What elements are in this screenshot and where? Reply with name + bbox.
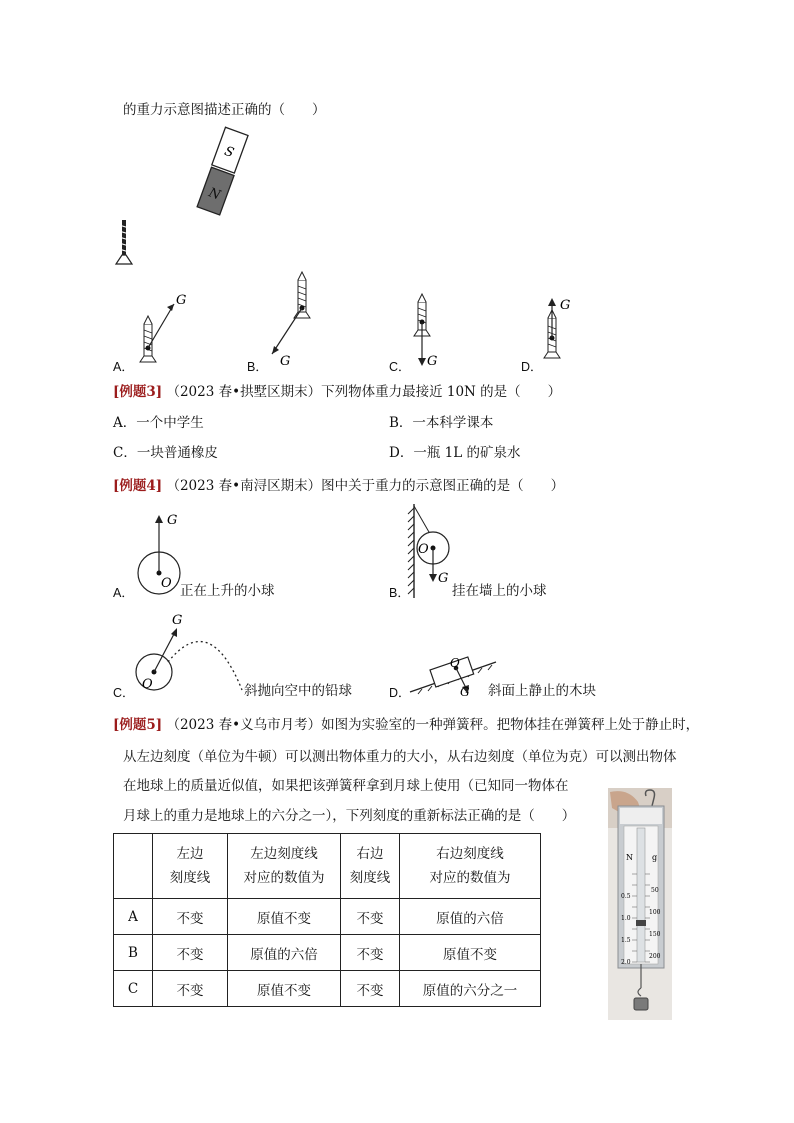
table-cell: 不变 [341, 935, 400, 971]
table-cell: 原值的六倍 [400, 899, 541, 935]
answer-table [113, 833, 541, 1007]
example-4-option-a-caption: 正在上升的小球 [180, 583, 275, 599]
nail-option-d-figure [540, 290, 590, 370]
example-4-option-d-caption: 斜面上静止的木块 [488, 683, 596, 699]
scale-right-tick: 200 [649, 953, 661, 960]
scale-left-unit: N [626, 853, 633, 862]
nail-option-d-label: D． [521, 360, 543, 374]
example-4-question: （2023 春•南浔区期末）图中关于重力的示意图正确的是（ ） [166, 478, 565, 494]
magnet-n-label: N [206, 185, 223, 204]
example-4-option-c-letter: C． [113, 686, 135, 700]
block-g-label: G [460, 685, 470, 699]
table-header-cell: 右边 刻度线 [341, 834, 400, 899]
table-cell: 原值的六分之一 [400, 971, 541, 1007]
nail-a-g-label: G [176, 293, 187, 308]
example-3-tag: [例题3] [113, 384, 163, 400]
ball-a-o-label: O [161, 576, 172, 591]
table-cell: 原值不变 [228, 971, 341, 1007]
nail-option-b-figure [262, 272, 322, 372]
scale-right-tick: 50 [651, 887, 659, 894]
magnet-nail-figure [100, 130, 236, 270]
example-5-tag: [例题5] [113, 717, 163, 733]
example-4-option-d-letter: D． [389, 686, 411, 700]
table-cell: 原值不变 [400, 935, 541, 971]
table-cell: 不变 [153, 899, 228, 935]
table-header-cell: 右边刻度线 对应的数值为 [400, 834, 541, 899]
spring-scale-photo [608, 788, 672, 1020]
table-row [114, 971, 541, 1007]
nail-b-g-label: G [280, 354, 291, 369]
ball-c-o-label: O [142, 677, 153, 692]
question-tail: 的重力示意图描述正确的（ ） [123, 102, 326, 118]
example-4-tag: [例题4] [113, 478, 163, 494]
table-header-cell: 左边 刻度线 [153, 834, 228, 899]
nail-option-c-figure [405, 290, 455, 370]
scale-right-tick: 100 [649, 909, 661, 916]
ball-on-wall-figure [400, 500, 460, 600]
table-cell: C [114, 971, 153, 1007]
example-3-option-b: B．一本科学课本 [389, 415, 494, 431]
table-row [114, 899, 541, 935]
nail-option-a-label: A． [113, 360, 134, 374]
scale-right-unit: g [652, 853, 658, 862]
example-5-line-4: 月球上的重力是地球上的六分之一），下列刻度的重新标法正确的是（ ） [123, 808, 576, 824]
nail-c-g-label: G [427, 354, 438, 369]
block-o-label: O [450, 656, 460, 670]
table-header-cell [114, 834, 153, 899]
table-cell: A [114, 899, 153, 935]
example-3-option-a: A．一个中学生 [113, 415, 204, 431]
magnet-s-label: S [222, 143, 236, 162]
ball-b-g-label: G [438, 571, 449, 586]
scale-left-tick: 2.0 [621, 959, 631, 966]
table-cell: 原值不变 [228, 899, 341, 935]
ball-c-g-label: G [172, 613, 183, 628]
table-cell: 不变 [341, 971, 400, 1007]
example-5-line-3: 在地球上的质量近似值，如果把该弹簧秤拿到月球上使用（已知同一物体在 [123, 778, 569, 794]
example-4-stem [113, 477, 564, 495]
example-3-stem [113, 383, 561, 401]
example-5-line-1 [113, 716, 699, 734]
example-5-text-1: （2023 春•义乌市月考）如图为实验室的一种弹簧秤。把物体挂在弹簧秤上处于静止时， [166, 717, 700, 733]
scale-left-tick: 1.0 [621, 915, 631, 922]
shot-put-figure [130, 610, 250, 695]
scale-left-tick: 1.5 [621, 937, 631, 944]
block-on-incline-figure [408, 640, 498, 700]
nail-option-c-label: C． [389, 360, 411, 374]
ball-a-g-label: G [167, 513, 178, 528]
example-5-line-2: 从左边刻度（单位为牛顿）可以测出物体重力的大小，从右边刻度（单位为克）可以测出物体 [123, 749, 677, 765]
table-cell: 不变 [153, 971, 228, 1007]
table-header-row [114, 834, 541, 899]
example-3-question: （2023 春•拱墅区期末）下列物体重力最接近 10N 的是（ ） [166, 384, 562, 400]
example-4-option-c-caption: 斜抛向空中的铅球 [244, 683, 352, 699]
table-cell: 不变 [153, 935, 228, 971]
example-3-option-d: D．一瓶 1L 的矿泉水 [389, 445, 521, 461]
nail-option-b-label: B． [247, 360, 268, 374]
example-4-option-a-letter: A． [113, 586, 134, 600]
nail-option-a-figure [130, 290, 200, 370]
table-cell: 不变 [341, 899, 400, 935]
example-4-option-b-caption: 挂在墙上的小球 [452, 583, 547, 599]
example-3-option-c: C．一块普通橡皮 [113, 445, 218, 461]
table-cell: B [114, 935, 153, 971]
table-cell: 原值的六倍 [228, 935, 341, 971]
table-row [114, 935, 541, 971]
nail-d-g-label: G [560, 298, 571, 313]
example-4-option-b-letter: B． [389, 586, 410, 600]
ball-b-o-label: O [418, 542, 429, 557]
scale-right-tick: 150 [649, 931, 661, 938]
scale-left-tick: 0.5 [621, 893, 631, 900]
table-header-cell: 左边刻度线 对应的数值为 [228, 834, 341, 899]
